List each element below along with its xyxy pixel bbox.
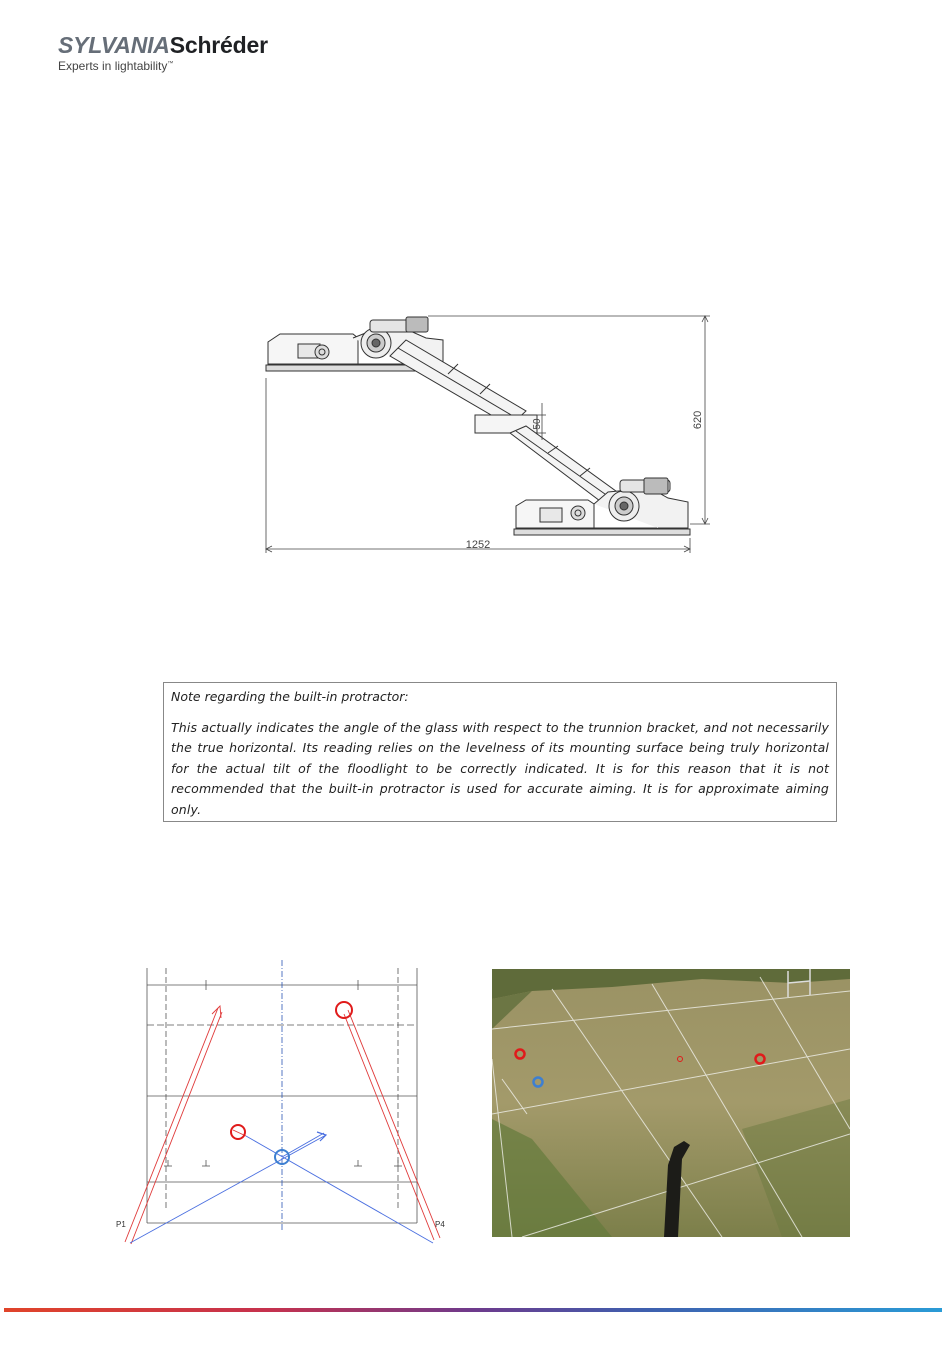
dimension-bracket-label: 50 <box>532 418 543 430</box>
blue-aiming-lines <box>130 1132 433 1243</box>
red-aiming-lines <box>125 1006 440 1244</box>
logo-tagline <box>58 59 268 73</box>
company-logo <box>58 32 268 73</box>
logo-wordmark <box>58 32 268 58</box>
protractor-note <box>163 682 837 822</box>
logo-brand-sylvania: SYLVANIA <box>58 32 170 58</box>
aiming-plan-diagram <box>108 960 458 1255</box>
aerial-field-photo <box>492 969 850 1237</box>
logo-tagline-text: Experts in lightability <box>58 59 168 73</box>
logo-trademark: ™ <box>167 61 174 67</box>
bracket-arm <box>390 340 620 504</box>
red-aim-marker-1 <box>336 1002 352 1018</box>
dimension-height-label: 620 <box>692 410 704 430</box>
floodlight-bracket-drawing <box>258 308 718 558</box>
note-body: This actually indicates the angle of the glass with respect to the trunnion bracket, and not necessarily the true horizontal. Its reading relies on the levelness of its mounting surface being truly horizontal for the actual tilt of the floodlight to be correctly indicated. It is for this reason that it is not recommended that the built-in protractor is used for accurate aiming. It is for approximate aiming only. <box>171 719 829 817</box>
footer-gradient-bar <box>4 1308 942 1312</box>
pole-label-p1: P1 <box>116 1220 126 1229</box>
pole-label-p4: P4 <box>435 1220 445 1229</box>
dimension-width-label: 1252 <box>465 539 491 551</box>
note-title: Note regarding the built-in protractor: <box>171 689 409 704</box>
logo-brand-schreder: Schréder <box>169 32 268 58</box>
